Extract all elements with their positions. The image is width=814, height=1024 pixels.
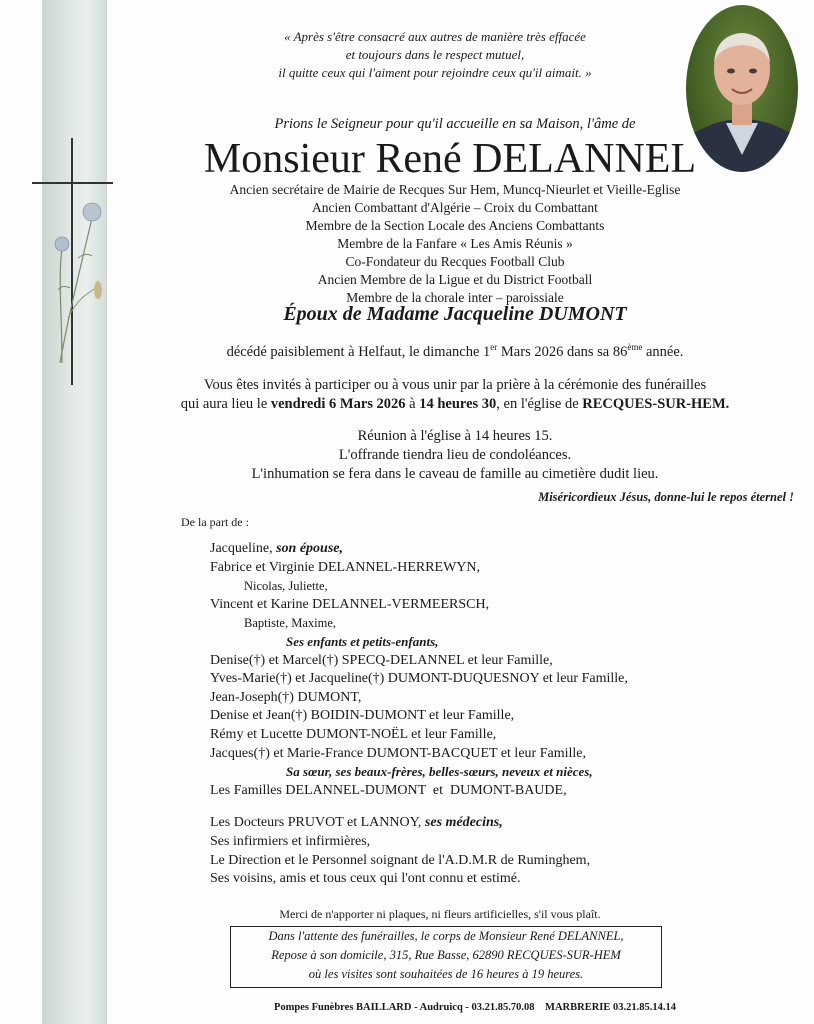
decorative-ribbon bbox=[42, 0, 106, 1024]
title-line: Membre de la Fanfare « Les Amis Réunis » bbox=[337, 236, 573, 251]
family-line: Denise(†) et Marcel(†) SPECQ-DELANNEL et leur Famille, bbox=[210, 652, 553, 668]
no-flowers-note: Merci de n'apporter ni plaques, ni fleurs artificielles, s'il vous plaît. bbox=[279, 907, 601, 921]
reunion-line: L'offrande tiendra lieu de condoléances. bbox=[338, 447, 572, 463]
prayer-intro: Prions le Seigneur pour qu'il accueille en sa Maison, l'âme de bbox=[274, 116, 636, 132]
family-line: Baptiste, Maxime, bbox=[244, 616, 336, 631]
ceremony-place: RECQUES-SUR-HEM. bbox=[582, 396, 730, 412]
invitation-line: Vous êtes invités à participer ou à vous unir par la prière à la cérémonie des funérailles bbox=[203, 377, 707, 393]
family-role: son épouse, bbox=[276, 541, 343, 556]
death-notice bbox=[180, 342, 730, 361]
death-text: Mars 2026 dans sa 86 bbox=[497, 343, 628, 360]
titles-list bbox=[160, 181, 750, 307]
title-line: Ancien Membre de la Ligue et du District Football bbox=[317, 272, 593, 287]
death-sup: er bbox=[490, 342, 498, 352]
reunion-info bbox=[200, 427, 710, 484]
family-role: ses médecins, bbox=[424, 815, 503, 831]
deceased-name: Monsieur René DELANNEL bbox=[203, 136, 697, 182]
visitation-line: où les visites sont souhaitées de 16 heures à 19 heures. bbox=[308, 967, 584, 981]
death-sup: ème bbox=[627, 342, 643, 352]
family-line: Les Familles DELANNEL-DUMONT et DUMONT-BAUDE, bbox=[210, 782, 567, 798]
ceremony-time: 14 heures 30 bbox=[419, 396, 497, 412]
family-line: Fabrice et Virginie DELANNEL-HERREWYN, bbox=[210, 559, 481, 575]
family-line: Ses voisins, amis et tous ceux qui l'ont connu et estimé. bbox=[210, 871, 521, 887]
title-line: Co-Fondateur du Recques Football Club bbox=[345, 254, 565, 269]
quote-line: il quitte ceux qui l'aiment pour rejoindre ceux qu'il aimait. » bbox=[278, 65, 592, 80]
family-line: Le Direction et le Personnel soignant de l'A.D.M.R de Ruminghem, bbox=[210, 852, 591, 868]
family-list bbox=[210, 540, 628, 889]
family-line: Ses infirmiers et infirmières, bbox=[210, 833, 371, 849]
visitation-line: Repose à son domicile, 315, Rue Basse, 62890 RECQUES-SUR-HEM bbox=[271, 948, 621, 962]
family-group-label: Sa sœur, ses beaux-frères, belles-sœurs, neveux et nièces, bbox=[286, 764, 593, 780]
invitation-text: à bbox=[405, 396, 420, 412]
invitation-text: qui aura lieu le bbox=[180, 396, 271, 412]
invitation-text: , en l'église de bbox=[496, 396, 583, 412]
ceremony-invitation bbox=[170, 376, 740, 414]
death-text: année. bbox=[642, 343, 684, 360]
quote-line: et toujours dans le respect mutuel, bbox=[345, 47, 525, 62]
funeral-home-footer: Pompes Funèbres BAILLARD - Audruicq - 03.21.85.70.08 MARBRERIE 03.21.85.14.14 bbox=[273, 1002, 677, 1013]
spouse-line: Époux de Madame Jacqueline DUMONT bbox=[283, 303, 627, 325]
flower-illustration-icon bbox=[48, 198, 110, 368]
title-line: Membre de la chorale inter – paroissiale bbox=[346, 290, 564, 305]
reunion-line: L'inhumation se fera dans le caveau de famille au cimetière dudit lieu. bbox=[251, 466, 659, 482]
cross-icon-horizontal bbox=[32, 182, 113, 184]
visitation-box bbox=[230, 926, 662, 988]
family-line bbox=[210, 814, 628, 833]
closing-prayer: Miséricordieux Jésus, donne-lui le repos éternel ! bbox=[538, 490, 794, 504]
family-line: Yves-Marie(†) et Jacqueline(†) DUMONT-DUQUESNOY et leur Famille, bbox=[210, 671, 628, 687]
family-name: Les Docteurs PRUVOT et LANNOY, bbox=[210, 815, 425, 831]
family-name: Jacqueline, bbox=[210, 541, 277, 556]
family-line: Jean-Joseph(†) DUMONT, bbox=[210, 689, 362, 705]
visitation-line: Dans l'attente des funérailles, le corps de Monsieur René DELANNEL, bbox=[268, 929, 624, 943]
spacer bbox=[210, 800, 628, 814]
title-line: Ancien secrétaire de Mairie de Recques Sur Hem, Muncq-Nieurlet et Vieille-Eglise bbox=[229, 182, 681, 197]
death-text: décédé paisiblement à Helfaut, le dimanche 1 bbox=[226, 343, 491, 360]
family-line: Rémy et Lucette DUMONT-NOËL et leur Famille, bbox=[210, 726, 497, 742]
epitaph-quote bbox=[200, 28, 670, 82]
family-line bbox=[210, 540, 628, 559]
ceremony-date: vendredi 6 Mars 2026 bbox=[270, 396, 406, 412]
quote-line: « Après s'être consacré aux autres de manière très effacée bbox=[284, 29, 586, 44]
ribbon-edge bbox=[106, 0, 107, 1024]
family-line: Vincent et Karine DELANNEL-VERMEERSCH, bbox=[210, 596, 490, 612]
family-line: Nicolas, Juliette, bbox=[244, 579, 328, 594]
reunion-line: Réunion à l'église à 14 heures 15. bbox=[357, 428, 553, 444]
invitation-line bbox=[170, 395, 740, 414]
family-group-label: Ses enfants et petits-enfants, bbox=[286, 633, 439, 649]
title-line: Ancien Combattant d'Algérie – Croix du Combattant bbox=[312, 200, 598, 215]
family-line: Jacques(†) et Marie-France DUMONT-BACQUET et leur Famille, bbox=[210, 745, 586, 761]
from-label: De la part de : bbox=[181, 515, 249, 529]
family-line: Denise et Jean(†) BOIDIN-DUMONT et leur Famille, bbox=[210, 708, 515, 724]
title-line: Membre de la Section Locale des Anciens Combattants bbox=[305, 218, 605, 233]
